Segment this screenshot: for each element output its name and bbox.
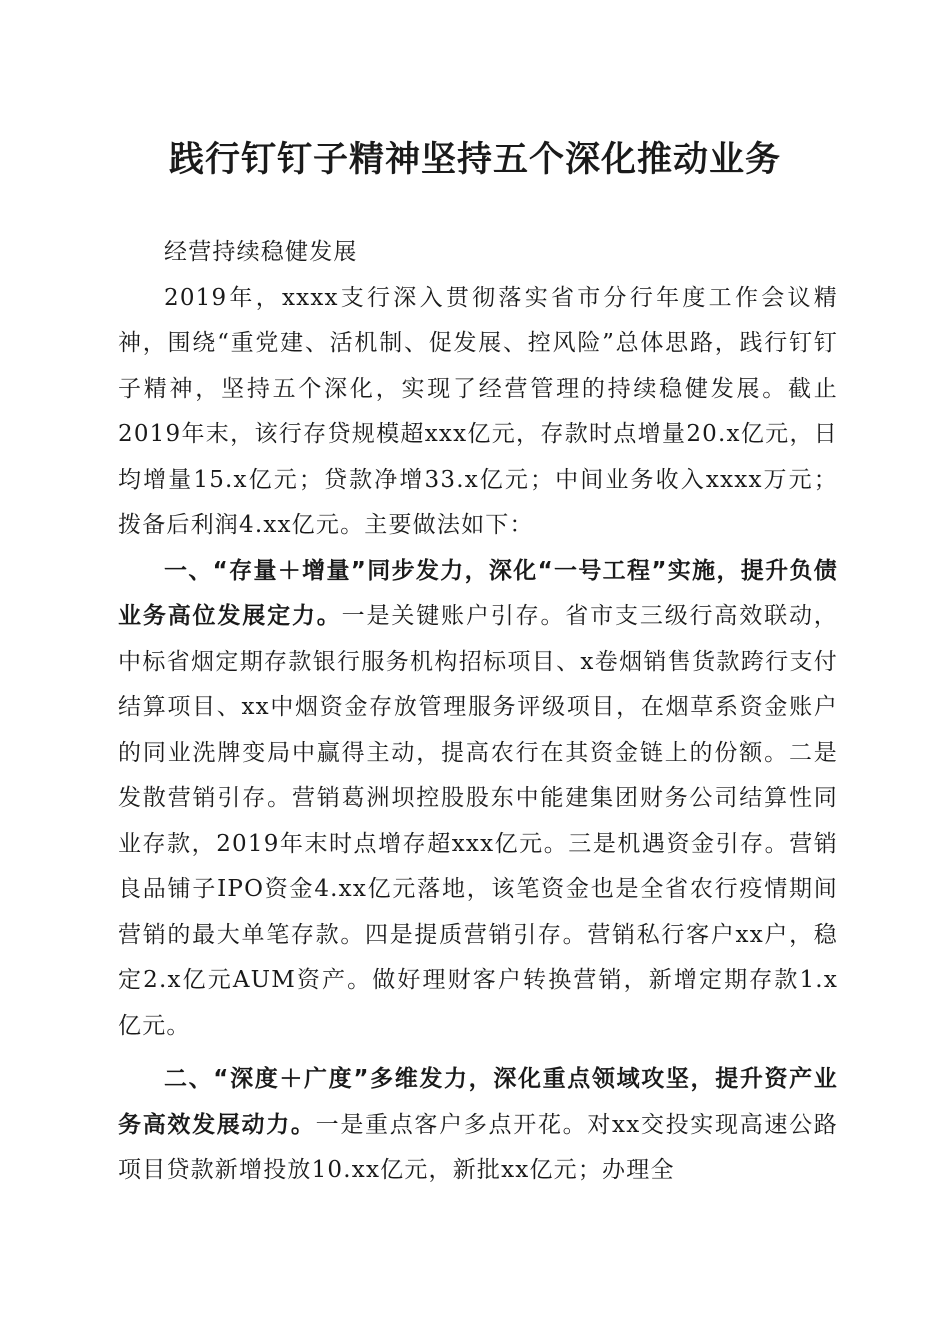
paragraph-section-1 <box>118 549 838 1050</box>
paragraph-text: 一是重点客户多点开花。对xx交投实现高速公路项目贷款新增投放10.xx亿元，新批xx亿元；办理全 <box>118 1111 839 1183</box>
section-heading: 二、“深度＋广度”多维发力，深化重点领域攻坚，提升资产业务高效发展动力。 <box>118 1066 838 1138</box>
document-title: 践行钉钉子精神坚持五个深化推动业务 <box>168 140 781 180</box>
section-heading: 一、“存量＋增量”同步发力，深化“一号工程”实施，提升负债业务高位发展定力。 <box>118 557 838 629</box>
document-body <box>118 230 838 1194</box>
paragraph-section-2 <box>118 1057 838 1194</box>
paragraph-intro <box>118 276 838 549</box>
paragraph-text: 2019年，xxxx支行深入贯彻落实省市分行年度工作会议精神，围绕“重党建、活机制、促发展、控风险”总体思路，践行钉钉子精神，坚持五个深化，实现了经营管理的持续稳健发展。截止2019年末，该行存贷规模超xxx亿元，存款时点增量20.x亿元，日均增量15.x亿元；贷款净增33.x亿元；中间业务收入xxxx万元；拨备后利润4.xx亿元。主要做法如下： <box>118 284 838 538</box>
paragraph-text: 一是关键账户引存。省市支三级行高效联动，中标省烟定期存款银行服务机构招标项目、x卷烟销售货款跨行支付结算项目、xx中烟资金存放管理服务评级项目，在烟草系资金账户的同业洗牌变局中赢得主动，提高农行在其资金链上的份额。二是发散营销引存。营销葛洲坝控股股东中能建集团财务公司结算性同业存款，2019年末时点增存超xxx亿元。三是机遇资金引存。营销良品铺子IPO资金4.xx亿元落地，该笔资金也是全省农行疫情期间营销的最大单笔存款。四是提质营销引存。营销私行客户xx户，稳定2.x亿元AUM资产。做好理财客户转换营销，新增定期存款1.x亿元。 <box>118 603 838 1039</box>
document-subtitle: 经营持续稳健发展 <box>164 239 358 265</box>
